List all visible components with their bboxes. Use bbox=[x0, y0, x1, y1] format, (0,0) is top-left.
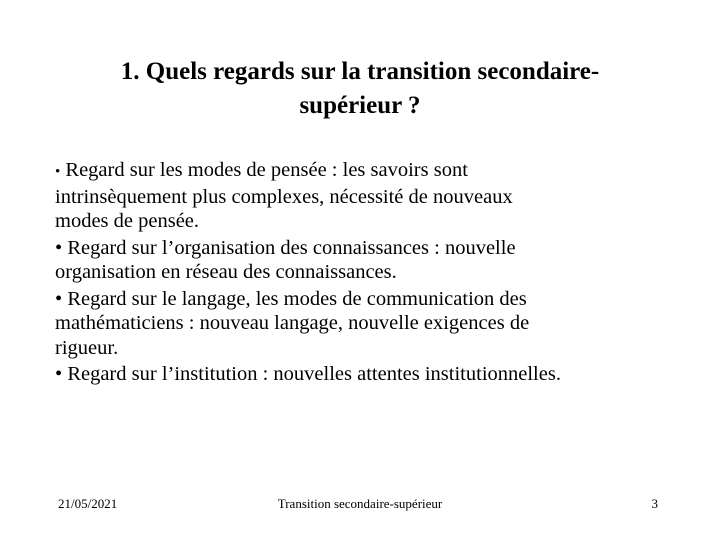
bullet-item-organisation bbox=[55, 236, 675, 285]
bullet-text-line: intrinsèquement plus complexes, nécessité de nouveaux bbox=[55, 185, 513, 208]
bullet-item-institution bbox=[55, 362, 675, 387]
bullet-text-line: Regard sur l’organisation des connaissances : nouvelle bbox=[67, 236, 516, 259]
slide-title-line-1: 1. Quels regards sur la transition secondaire- bbox=[120, 58, 600, 85]
bullet-text-line: Regard sur l’institution : nouvelles attentes institutionnelles. bbox=[67, 363, 561, 385]
footer-date: 21/05/2021 bbox=[58, 496, 118, 511]
bullet-mark: • bbox=[55, 287, 63, 310]
bullet-text-line: organisation en réseau des connaissances. bbox=[55, 261, 397, 283]
bullet-mark: • bbox=[55, 236, 63, 259]
slide-title-line-2: supérieur ? bbox=[299, 92, 421, 119]
bullet-mark: • bbox=[55, 363, 63, 385]
bullet-list bbox=[55, 158, 675, 389]
bullet-text-line: mathématiciens : nouveau langage, nouvelle exigences de bbox=[55, 312, 530, 334]
bullet-text-line: modes de pensée. bbox=[55, 210, 200, 232]
footer-title: Transition secondaire-supérieur bbox=[277, 496, 443, 511]
bullet-mark: • bbox=[55, 164, 61, 180]
bullet-text-line: Regard sur les modes de pensée : les savoirs sont bbox=[65, 159, 468, 181]
bullet-item-modes-de-pensee bbox=[55, 158, 675, 234]
bullet-item-langage bbox=[55, 287, 675, 361]
bullet-text-line: Regard sur le langage, les modes de communication des bbox=[67, 287, 527, 310]
slide-title bbox=[60, 55, 660, 123]
footer-page-number: 3 bbox=[651, 496, 658, 511]
bullet-text-line: rigueur. bbox=[55, 336, 119, 359]
